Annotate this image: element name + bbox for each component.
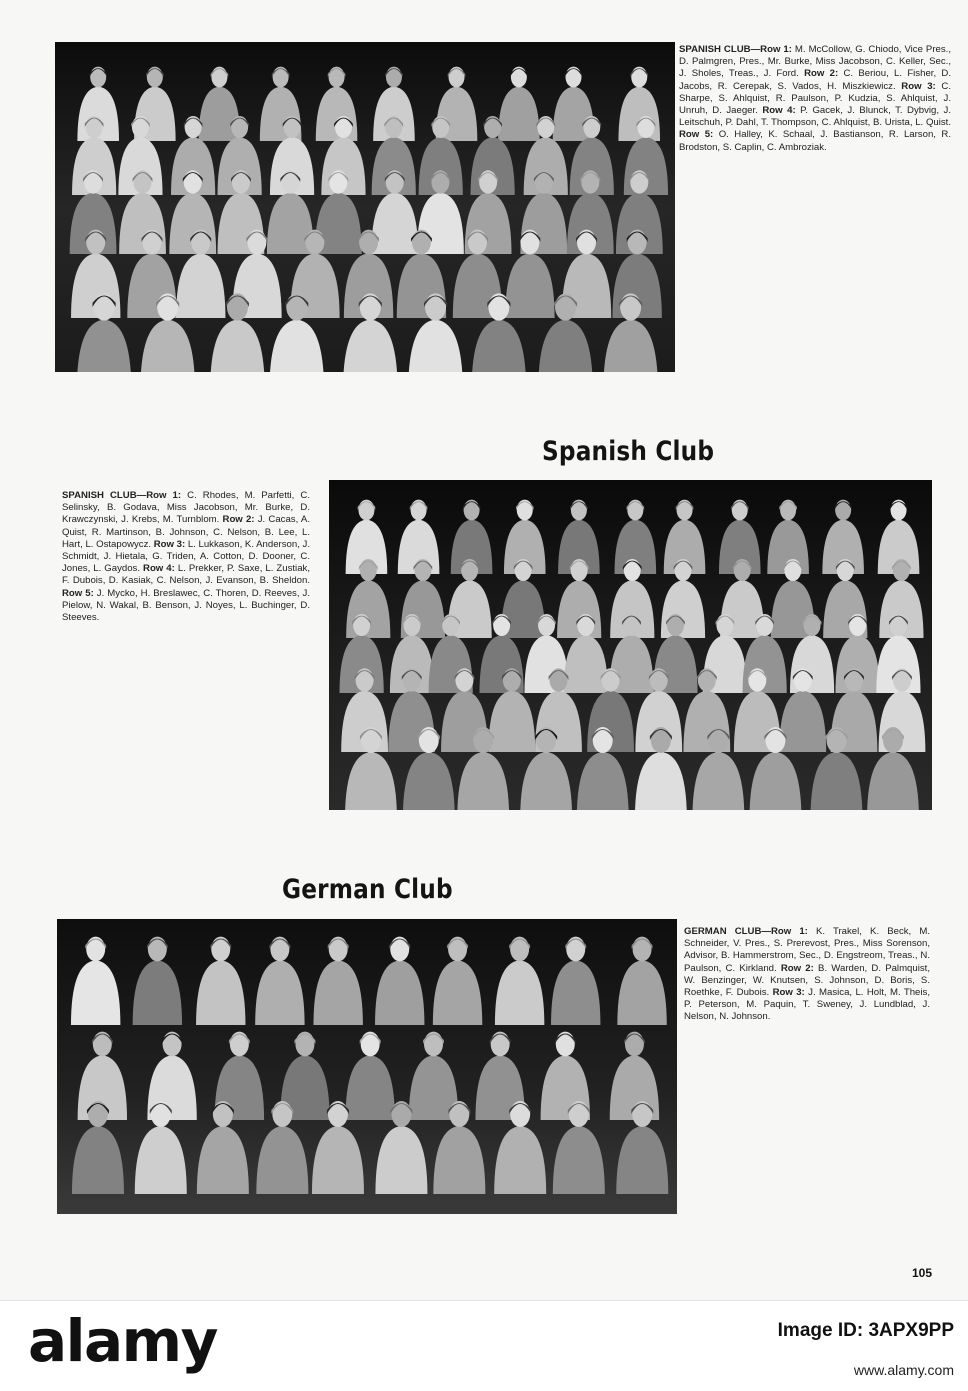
person-head [708, 727, 728, 753]
person-head [270, 937, 289, 962]
group-photo-image [57, 919, 677, 1214]
person-head [748, 668, 766, 691]
person-head [794, 668, 812, 691]
person-head [286, 293, 307, 320]
caption-row2-text: J. Cacas, A. Quist, R. Martinson, B. Johnson, C. Nelson, B. Lee, L. Hart, L. Ostapowycz. [62, 514, 310, 550]
person-head [627, 500, 643, 521]
page-number: 105 [912, 1266, 933, 1280]
person-head [698, 668, 716, 691]
caption-row3-text: J. Masica, L. Holt, M. Theis, P. Peterson, M. Paquin, T. Sweney, J. Lundblad, J. Nelson, N. Johnson. [684, 987, 930, 1023]
person-head [716, 614, 733, 636]
person-head [890, 614, 907, 636]
person-head [556, 1032, 575, 1057]
person-head [837, 559, 854, 581]
person-head [273, 67, 289, 88]
caption-row5-label: Row 5: [62, 587, 94, 599]
person-head [651, 727, 671, 753]
person-head [185, 116, 202, 138]
person-head [804, 614, 821, 636]
caption-row5-label: Row 5: [679, 129, 714, 141]
person-head [284, 116, 301, 138]
person-head [765, 727, 785, 753]
person-head [510, 1101, 530, 1127]
person-head [132, 116, 149, 138]
person-head [151, 1101, 171, 1127]
person-head [90, 67, 106, 88]
person-head [510, 937, 529, 962]
person-head [359, 230, 378, 255]
person-head [628, 230, 647, 255]
person-head [893, 668, 911, 691]
person-head [424, 1032, 443, 1057]
person-head [358, 500, 374, 521]
person-head [536, 727, 556, 753]
person-head [577, 614, 594, 636]
person-head [157, 293, 178, 320]
person-head [569, 1101, 589, 1127]
caption-row2-label: Row 2: [222, 514, 255, 526]
image-id-value: Image ID: 3APX9PP [777, 1320, 954, 1341]
spanish-club-caption-2 [62, 490, 310, 624]
german-club-heading: German Club [282, 874, 453, 905]
person-head [211, 67, 227, 88]
spanish-club-photo-2 [329, 480, 932, 810]
caption-row3-text: C. Sharpe, S. Ahlquist, R. Paulson, P. Kudzia, S. Ahlquist, J. Unruh, D. Jaeger. [679, 80, 952, 117]
person-head [583, 116, 600, 138]
person-head [386, 67, 402, 88]
person-head [411, 500, 427, 521]
person-head [449, 67, 465, 88]
person-head [134, 170, 152, 193]
person-head [184, 170, 202, 193]
person-head [491, 1032, 510, 1057]
person-head [550, 668, 568, 691]
person-head [602, 668, 620, 691]
caption-row2-text: B. Warden, D. Palmquist, W. Benzinger, W. Knutsen, S. Johnson, D. Boris, S. Roethke, F. Dubois. [684, 962, 930, 999]
person-head [577, 230, 596, 255]
person-head [631, 67, 647, 88]
person-head [329, 67, 345, 88]
spanish-club-photo-1 [55, 42, 675, 372]
person-head [503, 668, 521, 691]
person-head [419, 727, 439, 753]
person-head [537, 116, 554, 138]
person-head [442, 614, 459, 636]
caption-row4-text: L. Prekker, P. Saxe, L. Zustiak, F. Dubois, D. Kasiak, C. Nelson, J. Evanson, B. Sheldon. [62, 563, 310, 587]
person-head [756, 614, 773, 636]
person-head [390, 937, 409, 962]
person-head [305, 230, 324, 255]
image-id [778, 1320, 954, 1342]
caption-row1-text: C. Rhodes, M. Parfetti, C. Selinsky, B. Godava, Miss Jacobson, Mr. Burke, D. Krawczynski, J. Krebs, M. Turnblom. [62, 490, 310, 526]
person-head [515, 559, 532, 581]
person-head [211, 937, 230, 962]
person-head [329, 937, 348, 962]
person-head [677, 500, 693, 521]
person-head [84, 170, 102, 193]
person-head [391, 1101, 411, 1127]
person-head [535, 170, 553, 193]
person-head [335, 116, 352, 138]
caption-lead: SPANISH CLUB—Row 1: [679, 44, 792, 55]
person-head [734, 559, 751, 581]
person-head [230, 1032, 249, 1057]
person-head [461, 559, 478, 581]
person-head [353, 614, 370, 636]
person-head [625, 1032, 644, 1057]
person-head [637, 116, 654, 138]
person-head [148, 937, 167, 962]
person-head [493, 614, 510, 636]
person-head [630, 170, 648, 193]
caption-row1-text: M. McCollow, G. Chiodo, Vice Pres., D. Palmgren, Pres., Mr. Burke, Miss Jacobson, C. Keller, Sec., J. Sholes, Treas., J. Ford. [679, 44, 951, 80]
person-head [667, 614, 684, 636]
caption-row2-text: C. Beriou, L. Fisher, D. Jacobs, R. Cerepak, S. Vados, H. Miszkiewicz. [679, 68, 951, 92]
person-head [632, 1101, 652, 1127]
caption-row5-text: O. Halley, K. Schaal, J. Bastianson, R. Larson, R. Brodston, S. Caplin, C. Ambroziak. [679, 129, 951, 153]
caption-row1-text: K. Trakel, K. Beck, M. Schneider, V. Pres., S. Prerevost, Pres., Miss Sorenson, Advisor, B. Hammerstrom, Sec., D. Engstreom, Treas., N. Paulson, C. Kirkland. [684, 926, 930, 974]
person-head [232, 170, 250, 193]
caption-row3-label: Row 3: [153, 538, 186, 550]
person-head [147, 67, 163, 88]
alamy-logo: alamy [28, 1307, 217, 1375]
person-head [675, 559, 692, 581]
group-photo-image [329, 480, 932, 810]
person-head [826, 727, 846, 753]
person-head [464, 500, 480, 521]
caption-row4-text: P. Gacek, J. Blunck, T. Dybvig, J. Leitschuh, P. Dahl, T. Thompson, C. Ahlquist, B. Urista, L. Quist. [679, 105, 951, 129]
person-head [520, 230, 539, 255]
person-head [780, 500, 796, 521]
person-head [732, 500, 748, 521]
person-head [566, 937, 585, 962]
person-head [356, 668, 374, 691]
person-head [511, 67, 527, 88]
person-head [484, 116, 501, 138]
caption-row2-label: Row 2: [780, 962, 814, 974]
person-head [360, 293, 381, 320]
person-head [231, 116, 248, 138]
person-head [473, 727, 493, 753]
person-head [581, 170, 599, 193]
person-head [403, 668, 421, 691]
person-head [835, 500, 851, 521]
person-head [650, 668, 668, 691]
person-head [849, 614, 866, 636]
person-head [593, 727, 613, 753]
caption-row4-label: Row 4: [143, 563, 175, 575]
person-head [88, 1101, 108, 1127]
person-head [191, 230, 210, 255]
person-head [624, 559, 641, 581]
person-head [425, 293, 446, 320]
person-head [361, 727, 381, 753]
group-photo-image [55, 42, 675, 372]
person-head [432, 116, 449, 138]
person-head [281, 170, 299, 193]
person-head [385, 116, 402, 138]
person-head [93, 1032, 112, 1057]
person-head [455, 668, 473, 691]
person-head [623, 614, 640, 636]
person-head [893, 559, 910, 581]
person-head [479, 170, 497, 193]
person-head [620, 293, 641, 320]
person-head [227, 293, 248, 320]
caption-row2-label: Row 2: [804, 68, 839, 80]
person-head [414, 559, 431, 581]
person-head [555, 293, 576, 320]
person-head [448, 937, 467, 962]
person-head [86, 937, 105, 962]
person-head [633, 937, 652, 962]
person-head [468, 230, 487, 255]
person-head [163, 1032, 182, 1057]
person-head [488, 293, 509, 320]
person-head [845, 668, 863, 691]
person-head [431, 170, 449, 193]
german-club-caption [684, 926, 930, 1024]
person-head [143, 230, 162, 255]
person-head [86, 116, 103, 138]
person-head [412, 230, 431, 255]
caption-row5-text: J. Mycko, H. Breslawec, C. Thoren, D. Reeves, J. Pielow, N. Wakal, B. Benson, J. Noyes, L. Buchinger, D. Steeves. [62, 587, 310, 624]
person-head [404, 614, 421, 636]
person-head [272, 1101, 292, 1127]
caption-lead: SPANISH CLUB—Row 1: [62, 490, 182, 501]
person-head [571, 500, 587, 521]
person-head [891, 500, 907, 521]
person-head [94, 293, 115, 320]
person-head [784, 559, 801, 581]
person-head [449, 1101, 469, 1127]
person-head [328, 1101, 348, 1127]
person-head [360, 559, 377, 581]
person-head [386, 170, 404, 193]
person-head [329, 170, 347, 193]
person-head [538, 614, 555, 636]
spanish-club-heading: Spanish Club [542, 436, 715, 467]
german-club-photo [57, 919, 677, 1214]
person-head [883, 727, 903, 753]
person-head [247, 230, 266, 255]
person-head [571, 559, 588, 581]
caption-row3-text: L. Lukkason, K. Anderson, J. Schmidt, J. Hietala, G. Triden, A. Cotton, D. Dooner, C. Jones, L. Gaydos. [62, 538, 310, 575]
person-head [213, 1101, 233, 1127]
person-head [86, 230, 105, 255]
caption-row4-label: Row 4: [762, 105, 796, 117]
person-head [517, 500, 533, 521]
caption-row3-label: Row 3: [772, 987, 805, 999]
person-head [295, 1032, 314, 1057]
caption-lead: GERMAN CLUB—Row 1: [684, 926, 808, 937]
footer-url[interactable]: www.alamy.com [853, 1362, 954, 1378]
caption-row3-label: Row 3: [901, 80, 936, 92]
spanish-club-caption-1 [679, 44, 951, 154]
person-head [565, 67, 581, 88]
person-head [361, 1032, 380, 1057]
